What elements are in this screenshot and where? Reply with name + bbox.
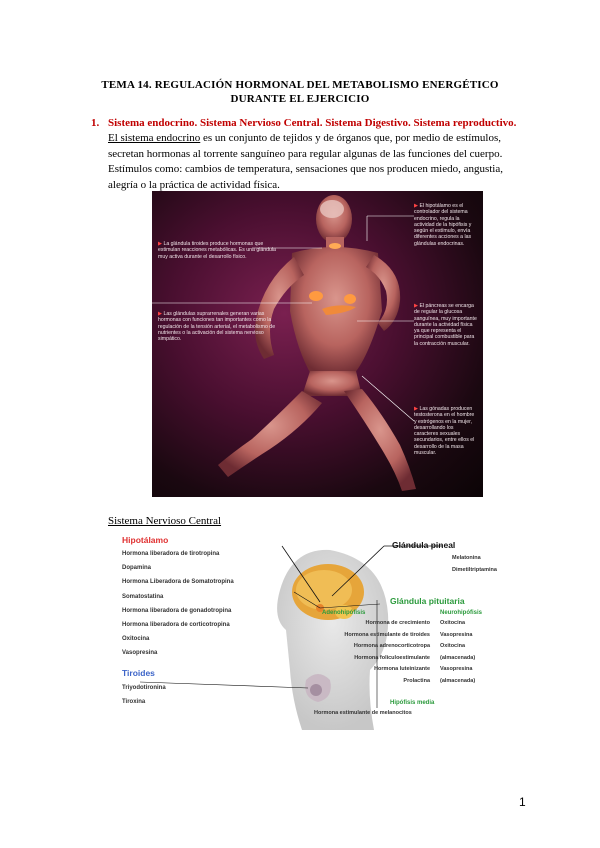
list-item: Oxitocina (almacenada): [440, 643, 476, 661]
list-item: Triyodotironina: [122, 685, 166, 691]
paragraph-text: es un conjunto de tejidos y de órganos que, por medio de estímulos, secretan hormonas al torrente sanguíneo para regular algunas de las funciones del cuerpo. Estímulos como: cambios de temperatura, sensaciones que nos producen miedo, angustia, alegría o la práctica de actividad física.: [108, 132, 503, 191]
subtitle-snc: Sistema Nervioso Central: [108, 515, 222, 527]
list-item: Hormona adrenocorticotropa: [353, 643, 430, 650]
paragraph-lead: El sistema endocrino: [108, 132, 201, 144]
list-item: Hormona liberadora de gonadotropina: [122, 607, 232, 614]
list-item: Oxitocina: [122, 636, 150, 643]
list-item: Hormona liberadora de corticotropina: [122, 622, 230, 629]
page-number: 1: [519, 795, 526, 809]
adeno-title: Adenohipófisis: [322, 610, 366, 616]
annotation-gonadas: [414, 406, 478, 456]
pituitaria-title: Glándula pituitaria: [390, 596, 465, 606]
cns-glands-figure: [122, 530, 500, 730]
section-heading-text: Sistema endocrino. Sistema Nervioso Central. Sistema Digestivo. Sistema reproductivo.: [108, 117, 517, 129]
tiroides-list: [122, 681, 272, 709]
annotation-gonadas-text: Las gónadas producen testosterona en el hombre y estrógenos en la mujer, desarrollando los caracteres sexuales secundarios, entre ellos el desarrollo de la masa muscular.: [414, 406, 475, 457]
neuro-title: Neurohipófisis: [440, 610, 483, 616]
list-item: Tiroxina: [122, 699, 146, 706]
annotation-tiroides: [158, 241, 276, 260]
list-item: Vasopresina: [440, 631, 473, 638]
arrow-icon: ▶: [158, 241, 164, 247]
media-title: Hipófisis media: [390, 700, 435, 706]
arrow-icon: ▶: [158, 311, 164, 317]
list-item: Somatostatina: [122, 593, 164, 600]
endocrine-system-figure: [152, 191, 483, 497]
hipotalamo-title: Hipotálamo: [122, 535, 169, 545]
annotation-pancreas: [414, 303, 478, 347]
list-item: Hormona estimulante de melanocitos: [314, 710, 412, 716]
list-item: Vasopresina (almacenada): [440, 666, 476, 684]
pineal-title: Glándula pineal: [392, 540, 456, 550]
list-item: Hormona foliculoestimulante: [354, 654, 430, 661]
list-item: Hormona Liberadora de Somatotropina: [122, 579, 234, 586]
adeno-list: [318, 618, 430, 688]
list-item: Hormona de crecimiento: [365, 620, 430, 626]
document-title-line1: TEMA 14. REGULACIÓN HORMONAL DEL METABOLISMO ENERGÉTICO: [101, 79, 499, 91]
media-list: [314, 706, 454, 720]
hipotalamo-list: [122, 547, 272, 661]
annotation-pancreas-text: El páncreas se encarga de regular la glucosa sanguínea, muy importante durante la actividad física ya que representa el principal combustible para la contracción muscular.: [414, 303, 477, 347]
intro-paragraph: [108, 131, 528, 193]
list-item: Melatonina: [452, 555, 481, 561]
document-title-line2: DURANTE EL EJERCICIO: [230, 93, 370, 105]
tiroides-title: Tiroides: [122, 668, 155, 678]
arrow-icon: ▶: [414, 303, 420, 309]
annotation-hipotalamo-text: El hipotálamo es el controlador del sistema endocrino, regula la actividad de la hipófisis y según el estímulo, envía diferentes acciones a las glándulas endocrinas.: [414, 203, 472, 247]
annotation-hipotalamo: [414, 203, 478, 247]
list-item: Hormona luteinizante: [374, 666, 430, 673]
annotation-suprarrenales: [158, 311, 276, 342]
list-item: Hormona liberadora de tirotropina: [122, 551, 220, 557]
annotation-tiroides-text: La glándula tiroides produce hormonas que estimulan reacciones metabólicas. Es una glándula muy activa durante el desarrollo físico.: [158, 241, 276, 260]
pineal-list: [452, 552, 512, 576]
arrow-icon: ▶: [414, 203, 420, 209]
list-item: Dopamina: [122, 565, 152, 572]
annotation-suprarrenales-text: Las glándulas suprarrenales generan varias hormonas con funciones tan importantes como la regulación de la tensión arterial, el metabolismo de nutrientes o la activación del sistema nervioso simpático.: [158, 311, 276, 343]
section-heading: [91, 117, 516, 129]
arrow-icon: ▶: [414, 406, 420, 412]
neuro-list: [440, 618, 500, 688]
list-item: Oxitocina: [440, 620, 466, 626]
list-item: Prolactina: [403, 677, 430, 684]
list-item: Hormona estimulante de tiroides: [344, 631, 430, 638]
list-item: Dimetiltriptamina: [452, 567, 497, 573]
list-item: Vasopresina: [122, 650, 158, 657]
section-number: 1.: [91, 117, 100, 129]
